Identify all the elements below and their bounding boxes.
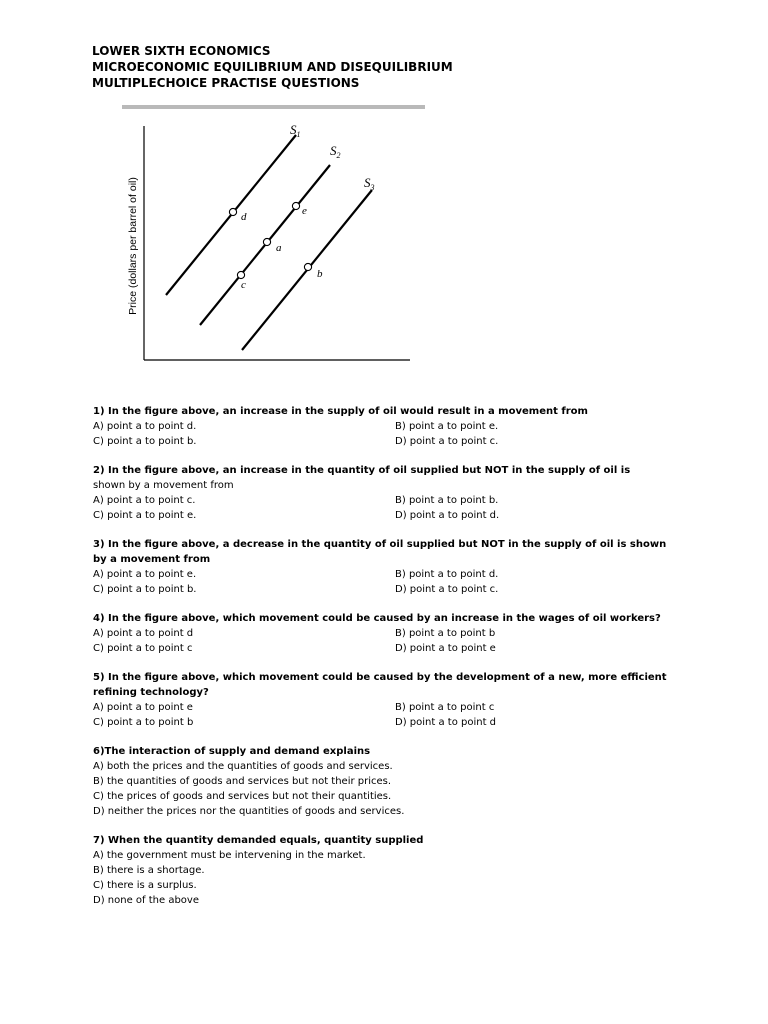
worksheet-heading: [92, 43, 453, 91]
option-c[interactable]: C) point a to point c: [93, 643, 193, 654]
option-d[interactable]: D) none of the above: [93, 895, 199, 906]
point-label-e: e: [302, 205, 307, 217]
option-a[interactable]: A) point a to point e.: [93, 569, 197, 580]
y-axis-label: Price (dollars per barrel of oil): [127, 177, 139, 315]
option-a[interactable]: A) point a to point e: [93, 702, 193, 713]
option-d[interactable]: D) point a to point d.: [395, 510, 500, 521]
supply-curves-figure: [120, 118, 420, 366]
option-a[interactable]: A) the government must be intervening in the market.: [93, 850, 366, 861]
option-grid: [93, 626, 673, 656]
worksheet-subtitle: MULTIPLECHOICE PRACTISE QUESTIONS: [92, 76, 360, 90]
option-c[interactable]: C) point a to point b: [93, 717, 194, 728]
option-grid: [93, 419, 673, 449]
option-a[interactable]: A) point a to point d: [93, 628, 194, 639]
option-d[interactable]: D) point a to point d: [395, 717, 497, 728]
question-text: 3) In the figure above, a decrease in the quantity of oil supplied but NOT in the supply of oil is shown by a movement from: [93, 539, 667, 565]
question-list: [93, 404, 673, 922]
option-b[interactable]: B) the quantities of goods and services but not their prices.: [93, 776, 392, 787]
question-6: [93, 744, 673, 819]
option-b[interactable]: B) point a to point d.: [395, 569, 499, 580]
option-b[interactable]: B) point a to point c: [395, 702, 495, 713]
question-text: 6)The interaction of supply and demand explains: [93, 746, 371, 757]
point-label-a: a: [276, 242, 282, 254]
option-b[interactable]: B) point a to point b.: [395, 495, 499, 506]
option-d[interactable]: D) point a to point c.: [395, 436, 499, 447]
option-d[interactable]: D) neither the prices nor the quantities of goods and services.: [93, 806, 405, 817]
option-grid: [93, 567, 673, 597]
point-e: [292, 202, 299, 209]
question-text: 5) In the figure above, which movement could be caused by the development of a new, more efficient refining technology?: [93, 672, 667, 698]
question-4: [93, 611, 673, 656]
point-d: [229, 208, 236, 215]
question-text: 7) When the quantity demanded equals, quantity supplied: [93, 835, 424, 846]
curve-label-s2: $S_2$: [330, 143, 341, 160]
point-c: [237, 271, 244, 278]
point-b: [304, 263, 311, 270]
question-5: [93, 670, 673, 730]
option-c[interactable]: C) there is a surplus.: [93, 880, 197, 891]
question-3: [93, 537, 673, 597]
question-7: [93, 833, 673, 908]
option-c[interactable]: C) the prices of goods and services but not their quantities.: [93, 791, 392, 802]
option-b[interactable]: B) there is a shortage.: [93, 865, 205, 876]
question-text-continued: shown by a movement from: [93, 480, 234, 491]
supply-curves-svg: [120, 118, 420, 366]
option-c[interactable]: C) point a to point e.: [93, 510, 197, 521]
point-label-d: d: [241, 211, 247, 223]
question-text: 2) In the figure above, an increase in the quantity of oil supplied but NOT in the supply of oil is: [93, 465, 631, 476]
option-a[interactable]: A) point a to point d.: [93, 421, 197, 432]
curve-label-s3: $S_3$: [364, 175, 375, 192]
course-title: LOWER SIXTH ECONOMICS: [92, 44, 271, 58]
option-c[interactable]: C) point a to point b.: [93, 584, 197, 595]
option-a[interactable]: A) point a to point c.: [93, 495, 196, 506]
option-d[interactable]: D) point a to point e: [395, 643, 496, 654]
point-a: [263, 238, 270, 245]
option-b[interactable]: B) point a to point b: [395, 628, 496, 639]
option-grid: [93, 700, 673, 730]
question-2: [93, 463, 673, 523]
separator-rule: [122, 105, 425, 109]
point-label-c: c: [241, 279, 246, 291]
question-1: [93, 404, 673, 449]
option-d[interactable]: D) point a to point c.: [395, 584, 499, 595]
question-text: 1) In the figure above, an increase in the supply of oil would result in a movement from: [93, 406, 588, 417]
curve-label-s1: $S_1$: [290, 122, 301, 139]
option-c[interactable]: C) point a to point b.: [93, 436, 197, 447]
option-b[interactable]: B) point a to point e.: [395, 421, 499, 432]
option-grid: [93, 493, 673, 523]
question-text: 4) In the figure above, which movement could be caused by an increase in the wages of oil workers?: [93, 613, 661, 624]
point-label-b: b: [317, 268, 323, 280]
topic-title: MICROECONOMIC EQUILIBRIUM AND DISEQUILIBRIUM: [92, 60, 453, 74]
option-a[interactable]: A) both the prices and the quantities of goods and services.: [93, 761, 393, 772]
